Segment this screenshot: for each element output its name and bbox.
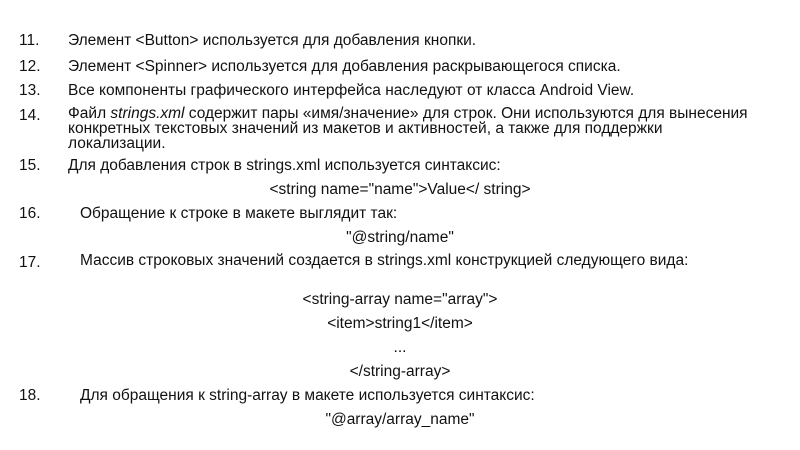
item-text: Для обращения к string-array в макете используется синтаксис: (80, 387, 535, 404)
item-text: Элемент <Button> используется для добавления кнопки. (68, 32, 477, 49)
code-line (0, 338, 800, 358)
code-line (0, 362, 800, 382)
code-line (0, 290, 800, 310)
item-number: 14. (19, 107, 41, 124)
code-line (0, 180, 800, 200)
item-number: 18. (19, 387, 41, 404)
code-array-item: <item>string1</item> (327, 315, 473, 332)
item-text-prefix: Файл (68, 105, 111, 122)
item-text-rest: содержит пары «имя/значение» для строк. Они используются для вынесения конкретных текстовых значений из макетов и активностей, а также для поддержки локализации. (68, 105, 748, 152)
item-text: Обращение к строке в макете выглядит так: (80, 205, 398, 222)
code-line (0, 314, 800, 334)
code-array-open: <string-array name="array"> (302, 291, 498, 308)
item-text-filename: strings.xml (110, 105, 185, 122)
item-number: 15. (19, 157, 41, 174)
item-number: 13. (19, 82, 41, 99)
item-number: 16. (19, 205, 41, 222)
code-string-ref: "@string/name" (346, 229, 454, 246)
item-text: Элемент <Spinner> используется для добавления раскрывающегося списка. (68, 58, 621, 75)
item-number: 12. (19, 58, 41, 75)
item-text: Для добавления строк в strings.xml используется синтаксис: (68, 157, 501, 174)
code-array-ref: "@array/array_name" (325, 411, 475, 428)
code-array-dots: ... (393, 339, 407, 356)
item-text: Все компоненты графического интерфейса наследуют от класса Android View. (68, 82, 635, 99)
code-line (0, 410, 800, 430)
item-number: 17. (19, 254, 41, 271)
item-text (68, 106, 758, 151)
code-line (0, 228, 800, 248)
code-string-tag: <string name="name">Value</ string> (269, 181, 531, 198)
code-array-close: </string-array> (349, 363, 451, 380)
item-text: Массив строковых значений создается в strings.xml конструкцией следующего вида: (80, 252, 689, 269)
item-number: 11. (19, 32, 40, 49)
